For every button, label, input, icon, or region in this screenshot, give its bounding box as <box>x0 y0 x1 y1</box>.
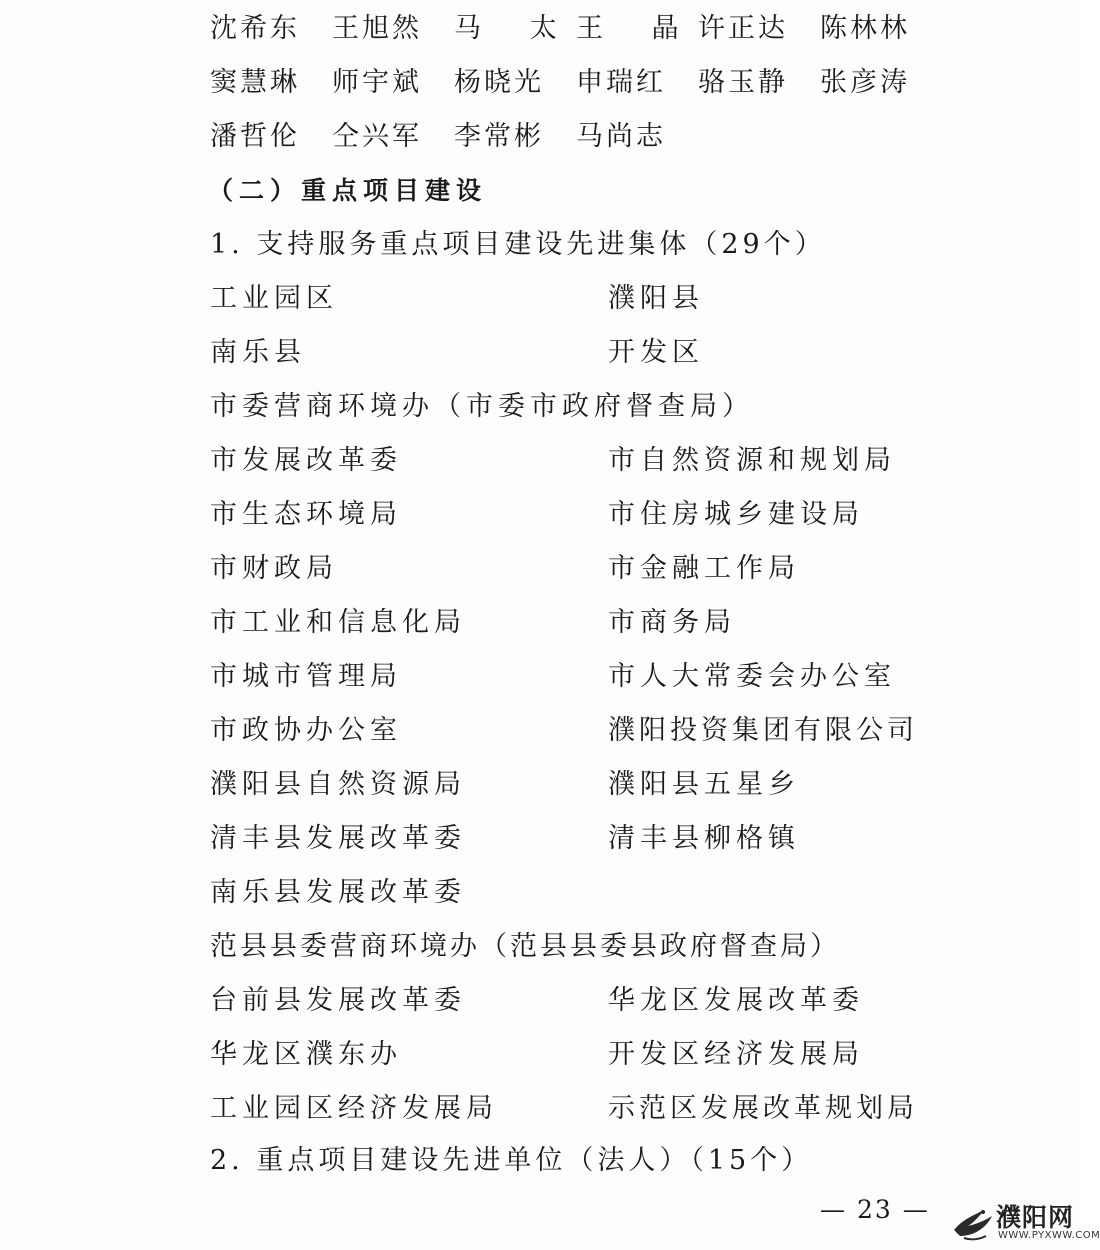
list-item: 工业园区 <box>210 283 338 314</box>
list-item: 范县县委营商环境办（范县县委县政府督查局） <box>210 931 840 962</box>
list-item: 台前县发展改革委 <box>210 985 466 1016</box>
person-name: 师宇斌 <box>332 67 422 98</box>
watermark-brand: 濮阳网 <box>996 1203 1075 1232</box>
page-number: — 23 — <box>820 1195 930 1224</box>
list-item: 开发区 <box>608 337 704 368</box>
list-item: 市委营商环境办（市委市政府督查局） <box>210 391 754 422</box>
list-item: 市城市管理局 <box>210 661 402 692</box>
list-item: 清丰县柳格镇 <box>608 823 800 854</box>
site-watermark <box>948 1196 1100 1250</box>
list-item: 濮阳县 <box>608 283 704 314</box>
watermark-url: WWW.PYXWW.COM <box>998 1230 1100 1241</box>
list-item: 市生态环境局 <box>210 499 402 530</box>
person-name: 申瑞红 <box>576 67 666 98</box>
list-item: 濮阳县五星乡 <box>608 769 800 800</box>
list-item: 市政协办公室 <box>210 715 402 746</box>
person-name: 马 太 <box>454 13 577 44</box>
person-name: 窦慧琳 <box>210 67 300 98</box>
list-item: 市发展改革委 <box>210 445 402 476</box>
list-item: 市商务局 <box>608 607 736 638</box>
list-item: 濮阳县自然资源局 <box>210 769 466 800</box>
list-heading: 2. 重点项目建设先进单位（法人）（15个） <box>210 1145 813 1176</box>
list-item: 市住房城乡建设局 <box>608 499 864 530</box>
person-name: 李常彬 <box>454 121 544 152</box>
person-name: 潘哲伦 <box>210 121 300 152</box>
list-item: 南乐县发展改革委 <box>210 877 466 908</box>
section-heading: （二）重点项目建设 <box>208 176 488 205</box>
list-item: 濮阳投资集团有限公司 <box>608 715 918 746</box>
person-name: 陈林林 <box>820 13 910 44</box>
list-item: 示范区发展改革规划局 <box>608 1093 918 1124</box>
person-name: 马尚志 <box>576 121 666 152</box>
list-heading: 1. 支持服务重点项目建设先进集体（29个） <box>210 229 826 260</box>
person-name: 仝兴军 <box>332 121 422 152</box>
list-item: 开发区经济发展局 <box>608 1039 864 1070</box>
list-item: 华龙区濮东办 <box>210 1039 402 1070</box>
list-item: 市金融工作局 <box>608 553 800 584</box>
list-item: 市工业和信息化局 <box>210 607 466 638</box>
list-item: 清丰县发展改革委 <box>210 823 466 854</box>
person-name: 骆玉静 <box>698 67 788 98</box>
person-name: 王旭然 <box>332 13 422 44</box>
list-item: 南乐县 <box>210 337 306 368</box>
person-name: 张彦涛 <box>820 67 910 98</box>
person-name: 王 晶 <box>576 13 699 44</box>
list-item: 市财政局 <box>210 553 338 584</box>
bird-logo-icon <box>950 1200 996 1246</box>
person-name: 杨晓光 <box>454 67 544 98</box>
list-item: 市人大常委会办公室 <box>608 661 896 692</box>
list-item: 工业园区经济发展局 <box>210 1093 498 1124</box>
person-name: 许正达 <box>698 13 788 44</box>
list-item: 市自然资源和规划局 <box>608 445 896 476</box>
list-item: 华龙区发展改革委 <box>608 985 864 1016</box>
person-name: 沈希东 <box>210 13 300 44</box>
